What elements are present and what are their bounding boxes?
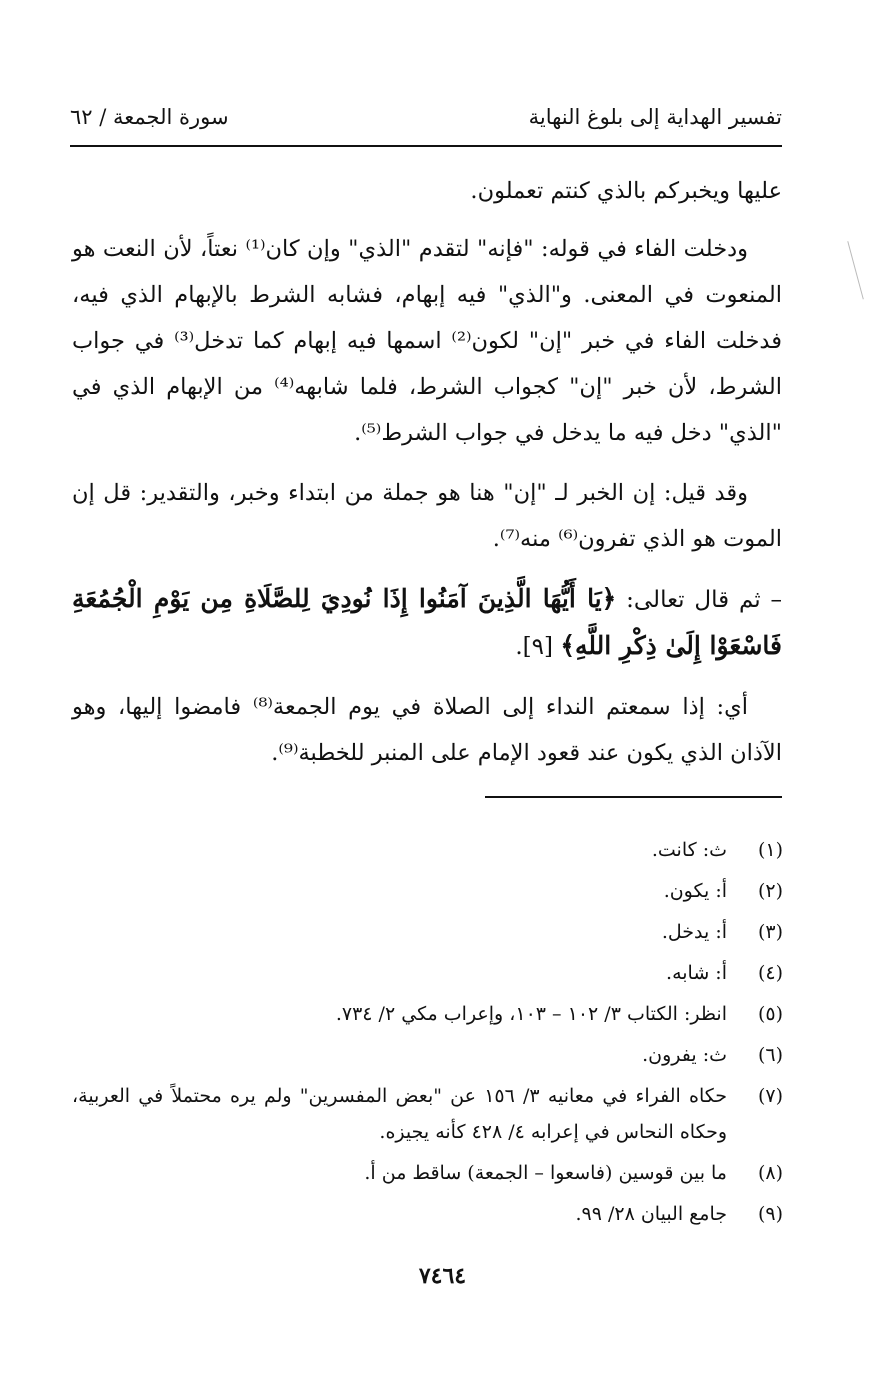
paragraph-explanation: أي: إذا سمعتم النداء إلى الصلاة في يوم الجمعة⁽⁸⁾ فامضوا إليها، وهو الآذان الذي يكون عند قعود الإمام على المنبر للخطبة⁽⁹⁾. (72, 694, 782, 766)
footnote-text: حكاه الفراء في معانيه ٣/ ١٥٦ عن "بعض المفسرين" ولم يره محتملاً في العربية، وحكاه النحاس في إعرابه ٤/ ٤٢٨ كأنه يجيزه. (72, 1085, 727, 1143)
footnote (72, 832, 787, 868)
quran-paragraph (72, 576, 782, 670)
footnote-text: جامع البيان ٢٨/ ٩٩. (575, 1203, 727, 1225)
footnote (72, 1155, 787, 1191)
scan-artifact (847, 241, 865, 300)
footnote-text: أ: شابه. (666, 962, 727, 984)
footnote (72, 914, 787, 950)
running-header (70, 100, 782, 134)
footnote-number: (٢) (757, 880, 783, 902)
footnote (72, 1037, 787, 1073)
footnote-number: (٦) (757, 1044, 783, 1066)
footnote-text: أ: يدخل. (661, 921, 727, 943)
quran-verse: ﴿يَا أَيُّهَا الَّذِينَ آمَنُوا إِذَا نُودِيَ لِلصَّلَاةِ مِن يَوْمِ الْجُمُعَةِ فَاسْعَوْا إِلَىٰ ذِكْرِ اللَّهِ﴾ (72, 584, 782, 660)
quran-reference: [٩]. (515, 634, 554, 660)
paragraph-continuation: عليها ويخبركم بالذي كنتم تعملون. (470, 178, 782, 204)
footnote (72, 1196, 787, 1232)
header-rule (70, 145, 782, 147)
footnote-text: ث: كانت. (651, 839, 727, 861)
page-number: ٧٤٦٤ (418, 1263, 467, 1289)
surah-page-label: سورة الجمعة / ٦٢ (70, 105, 229, 129)
footnote-text: ما بين قوسين (فاسعوا – الجمعة) ساقط من أ. (364, 1162, 727, 1184)
footnote-text: انظر: الكتاب ٣/ ١٠٢ – ١٠٣، وإعراب مكي ٢/ ٧٣٤. (335, 1003, 727, 1025)
paragraph-fa-explanation: ودخلت الفاء في قوله: "فإنه" لتقدم "الذي" وإن كان⁽¹⁾ نعتاً، لأن النعت هو المنعوت في المعنى. و"الذي" فيه إبهام، فشابه الشرط بالإبهام الذي فيه، فدخلت الفاء في خبر "إن" لكون⁽²⁾ اسمها فيه إبهام كما تدخل⁽³⁾ في جواب الشرط، لأن خبر "إن" كجواب الشرط، فلما شابهه⁽⁴⁾ من الإبهام الذي في "الذي" دخل فيه ما يدخل في جواب الشرط⁽⁵⁾. (72, 236, 782, 446)
footnote-number: (٧) (757, 1085, 783, 1107)
paragraph-alternative-view: وقد قيل: إن الخبر لـ "إن" هنا هو جملة من ابتداء وخبر، والتقدير: قل إن الموت هو الذي تفرون⁽⁶⁾ منه⁽⁷⁾. (72, 480, 782, 552)
footnote-text: أ: يكون. (663, 880, 727, 902)
footnote-number: (٤) (757, 962, 783, 984)
footnote-rule (485, 796, 782, 798)
footnote-number: (٨) (757, 1162, 783, 1184)
book-title: تفسير الهداية إلى بلوغ النهاية (528, 105, 782, 129)
footnote-number: (٣) (757, 921, 783, 943)
footnote-number: (١) (757, 839, 783, 861)
quran-intro: – ثم قال تعالى: (626, 587, 782, 613)
footnote (72, 873, 787, 909)
footnote (72, 955, 787, 991)
footnote (72, 1078, 787, 1150)
footnote-number: (٩) (757, 1203, 783, 1225)
footnote-number: (٥) (757, 1003, 783, 1025)
main-text (72, 168, 782, 790)
footnote (72, 996, 787, 1032)
footnote-text: ث: يفرون. (642, 1044, 727, 1066)
footnotes (72, 832, 787, 1237)
